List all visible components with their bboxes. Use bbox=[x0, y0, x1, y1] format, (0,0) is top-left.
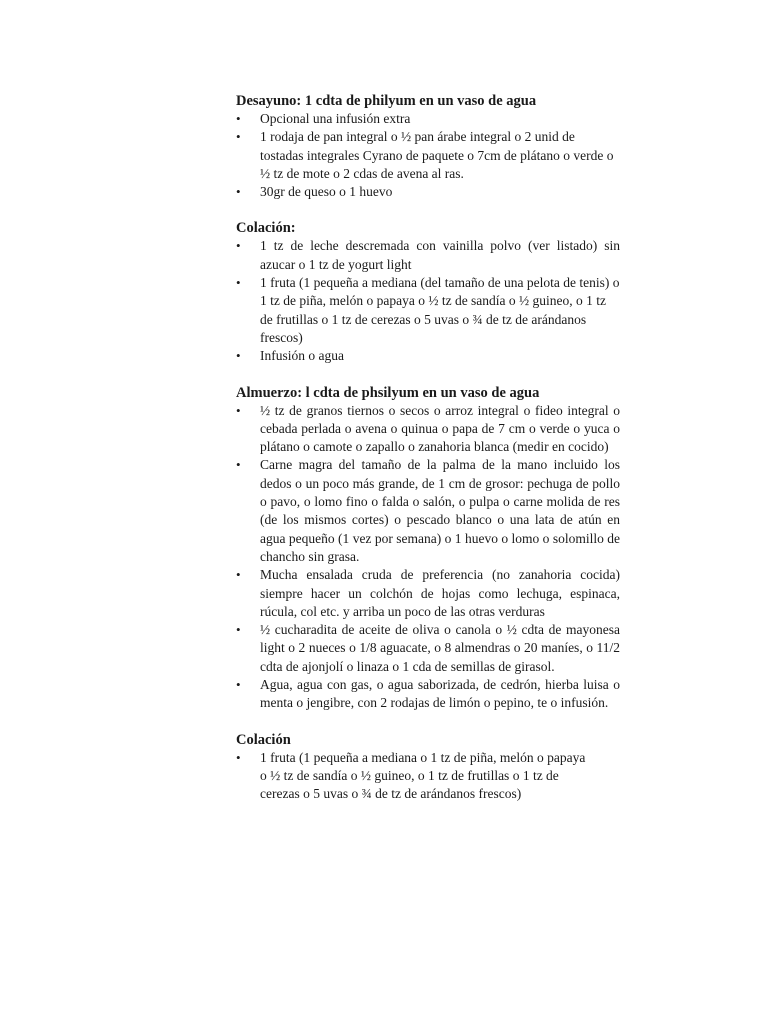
list-item bbox=[236, 566, 620, 621]
list-item-text: 30gr de queso o 1 huevo bbox=[260, 184, 393, 200]
list-item bbox=[236, 676, 620, 713]
list-item bbox=[236, 183, 620, 201]
list-item bbox=[236, 347, 620, 365]
list-item-text: Agua, agua con gas, o agua saborizada, de cedrón, hierba luisa o menta o jengibre, con 2 rodajas de limón o pepino, te o infusión. bbox=[260, 677, 620, 711]
list-item-text: ½ cucharadita de aceite de oliva o canola o ½ cdta de mayonesa light o 2 nueces o 1/8 aguacate, o 8 almendras o 20 maníes, o 11/2 cdta de ajonjolí o linaza o 1 cda de semillas de girasol. bbox=[260, 622, 620, 674]
section-heading: Colación: bbox=[236, 220, 296, 237]
list-item-text: 1 fruta (1 pequeña a mediana o 1 tz de piña, melón o papaya o ½ tz de sandía o ½ guineo, o 1 tz de frutillas o 1 tz de cerezas o 5 uvas o ¾ de tz de arándanos frescos) bbox=[260, 749, 586, 802]
list-item bbox=[236, 110, 620, 128]
list-item-text: ½ tz de granos tiernos o secos o arroz integral o fideo integral o cebada perlada o avena o quinua o papa de 7 cm o verde o yuca o plátano o camote o zapallo o zanahoria blanca (medir en cocido) bbox=[260, 402, 620, 455]
bullet-list bbox=[236, 110, 620, 201]
bullet-icon: • bbox=[236, 348, 241, 364]
bullet-list bbox=[236, 749, 620, 804]
list-item bbox=[236, 456, 620, 566]
list-item-text: Mucha ensalada cruda de preferencia (no zanahoria cocida) siempre hacer un colchón de hojas como lechuga, espinaca, rúcula, col etc. y arriba un poco de las otras verduras bbox=[260, 567, 620, 619]
section-heading: Desayuno: 1 cdta de philyum en un vaso de agua bbox=[236, 93, 537, 109]
bullet-icon: • bbox=[236, 622, 241, 638]
section-almuerzo bbox=[236, 384, 620, 713]
bullet-icon: • bbox=[236, 184, 241, 200]
section-colacion-1 bbox=[236, 219, 620, 365]
bullet-icon: • bbox=[236, 402, 241, 418]
list-item bbox=[236, 621, 620, 676]
bullet-list bbox=[236, 402, 620, 713]
bullet-icon: • bbox=[236, 567, 241, 583]
bullet-icon: • bbox=[236, 238, 241, 254]
list-item bbox=[236, 274, 620, 347]
section-desayuno bbox=[236, 92, 620, 201]
list-item-text: 1 rodaja de pan integral o ½ pan árabe integral o 2 unid de tostadas integrales Cyrano de paquete o 7cm de plátano o verde o ½ tz de mote o 2 cdas de avena al ras. bbox=[260, 129, 614, 181]
section-heading: Colación bbox=[236, 731, 291, 748]
list-item-text: Opcional una infusión extra bbox=[260, 111, 411, 126]
list-item bbox=[236, 749, 590, 804]
bullet-icon: • bbox=[236, 275, 241, 291]
section-colacion-2 bbox=[236, 731, 620, 804]
bullet-icon: • bbox=[236, 129, 241, 145]
list-item bbox=[236, 237, 620, 274]
document-page bbox=[236, 92, 620, 822]
list-item bbox=[236, 402, 620, 457]
list-item bbox=[236, 128, 620, 183]
list-item-text: Infusión o agua bbox=[260, 348, 344, 364]
section-heading: Almuerzo: l cdta de phsilyum en un vaso de agua bbox=[236, 384, 540, 401]
bullet-icon: • bbox=[236, 111, 241, 126]
list-item-text: 1 fruta (1 pequeña a mediana (del tamaño de una pelota de tenis) o 1 tz de piña, melón o papaya o ½ tz de sandía o ½ guineo, o 1 tz de frutillas o 1 tz de cerezas o 5 uvas o ¾ de tz de arándanos frescos) bbox=[260, 275, 620, 345]
bullet-icon: • bbox=[236, 677, 241, 693]
bullet-icon: • bbox=[236, 457, 241, 473]
list-item-text: Carne magra del tamaño de la palma de la mano incluido los dedos o un poco más grande, de 1 cm de grosor: pechuga de pollo o pavo, o lomo fino o falda o salón, o pulpa o carne molida de res (de los mismos cortes) o pescado blanco o una lata de atún en agua pequeño (1 vez por semana) o 1 huevo o lomo o solomillo de chancho sin grasa. bbox=[260, 457, 620, 564]
bullet-list bbox=[236, 237, 620, 365]
bullet-icon: • bbox=[236, 749, 241, 765]
list-item-text: 1 tz de leche descremada con vainilla polvo (ver listado) sin azucar o 1 tz de yogurt light bbox=[260, 238, 620, 272]
